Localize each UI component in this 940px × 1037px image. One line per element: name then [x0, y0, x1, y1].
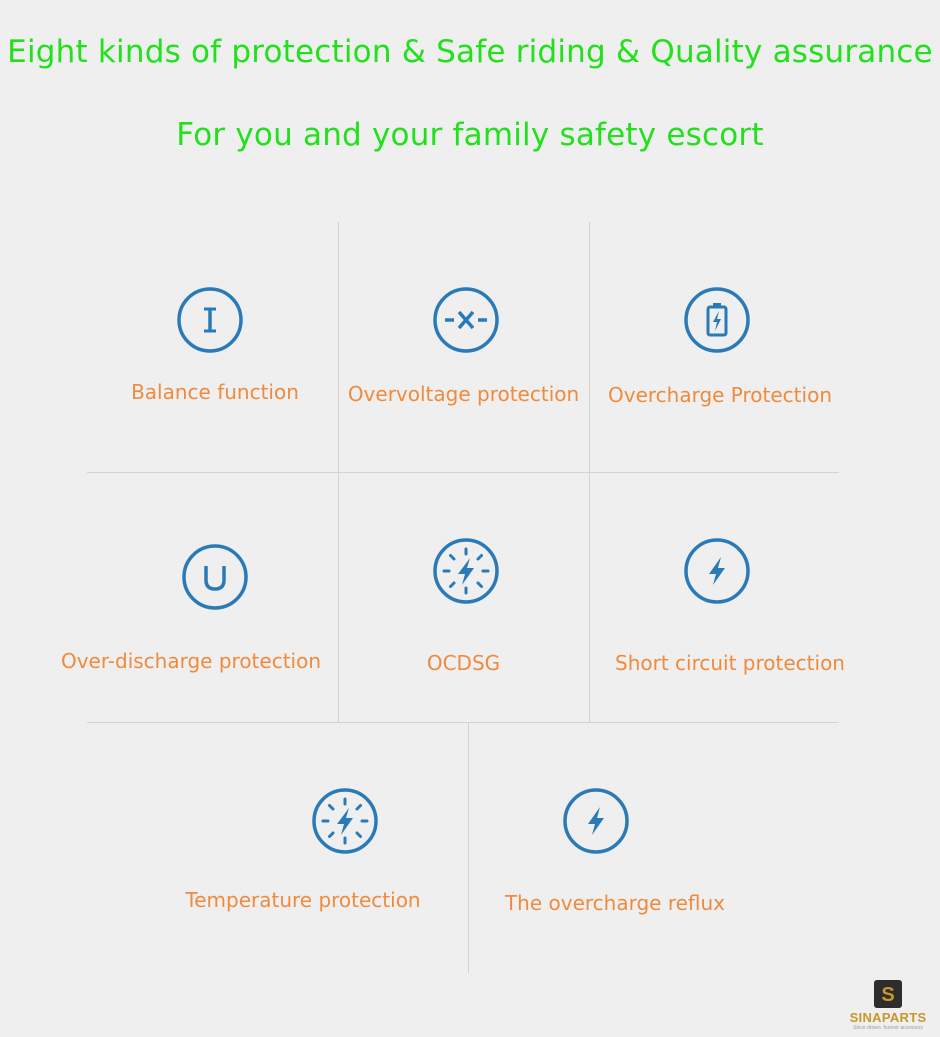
- logo-tagline: Since driven. forever accessory: [853, 1025, 923, 1031]
- feature-label: Overcharge Protection: [607, 383, 832, 407]
- feature-label: Temperature protection: [185, 888, 421, 912]
- brand-logo: [842, 980, 934, 1034]
- feature-label: Short circuit protection: [615, 651, 845, 675]
- svg-text:S: S: [881, 984, 895, 1006]
- feature-label: Over-discharge protection: [60, 649, 322, 673]
- grid-line: [87, 472, 839, 473]
- feature-label: The overcharge reflux: [504, 891, 726, 915]
- logo-mark-icon: [874, 980, 902, 1008]
- feature-label: Overvoltage protection: [347, 382, 580, 406]
- bolt-icon: [562, 787, 630, 855]
- bolt-icon: [683, 537, 751, 605]
- grid-line: [468, 723, 469, 973]
- feature-label: OCDSG: [426, 651, 501, 675]
- grid-line: [87, 722, 839, 723]
- balance-icon: [176, 286, 244, 354]
- overvoltage-icon: [432, 286, 500, 354]
- logo-name: SINAPARTS: [849, 1010, 927, 1025]
- sunburst-bolt-icon: [432, 537, 500, 605]
- battery-charge-icon: [683, 286, 751, 354]
- sunburst-bolt-icon: [311, 787, 379, 855]
- u-icon: [181, 543, 249, 611]
- headline-title: Eight kinds of protection & Safe riding & Quality assurance: [7, 34, 933, 70]
- headline-subtitle: For you and your family safety escort: [176, 117, 764, 153]
- feature-label: Balance function: [131, 380, 299, 404]
